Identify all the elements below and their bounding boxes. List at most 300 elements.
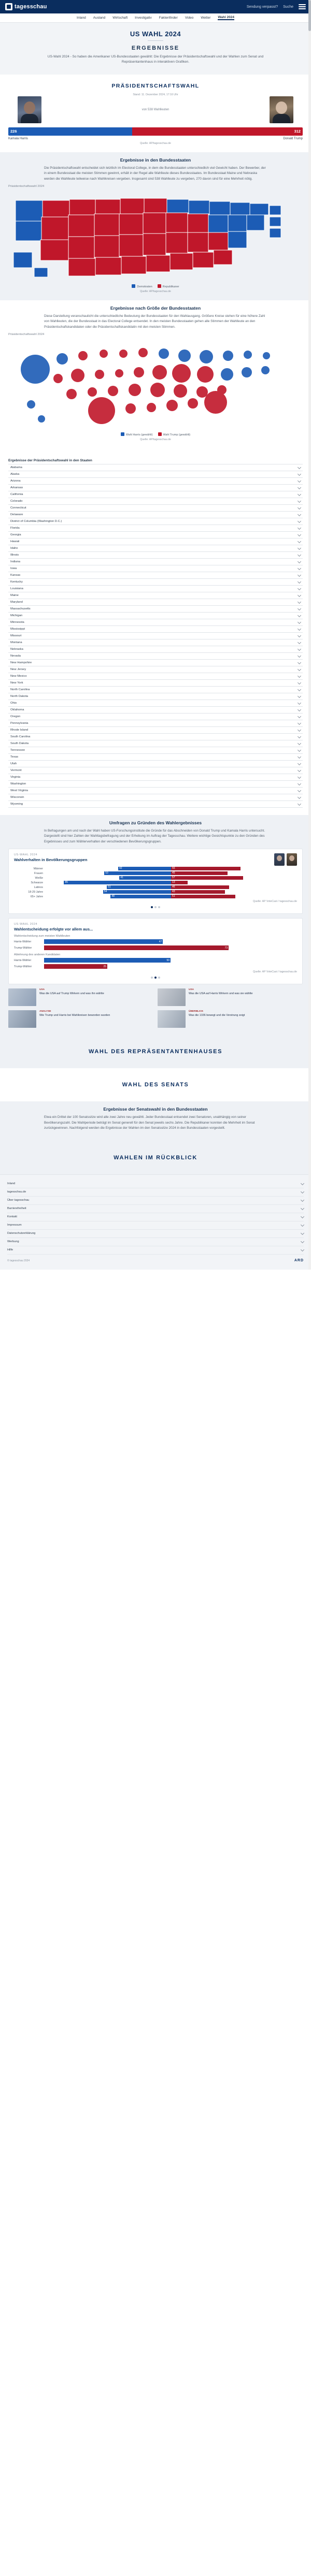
state-name: Alaska bbox=[10, 473, 20, 476]
poll-row: Männer 42 55 bbox=[14, 867, 297, 870]
state-accordion-item[interactable] bbox=[8, 532, 303, 539]
nav-item-investigativ[interactable]: Investigativ bbox=[135, 16, 152, 20]
state-accordion-item[interactable] bbox=[8, 660, 303, 666]
polls-section bbox=[0, 815, 311, 1035]
state-accordion-item[interactable] bbox=[8, 720, 303, 727]
hero-section bbox=[0, 23, 311, 75]
chevron-down-icon bbox=[301, 1240, 304, 1243]
legend-trump: Wahl Trump (gewählt) bbox=[158, 432, 191, 436]
poll-row: Frauen 53 45 bbox=[14, 871, 297, 875]
state-name: Illinois bbox=[10, 554, 19, 557]
state-accordion-item[interactable] bbox=[8, 518, 303, 525]
electoral-map-choropleth[interactable] bbox=[8, 190, 303, 283]
tagesschau-logo[interactable] bbox=[5, 3, 47, 10]
trump-name: Donald Trump bbox=[283, 137, 303, 140]
chevron-down-icon[interactable] bbox=[298, 485, 301, 489]
states-results-title: Ergebnisse in den Bundesstaaten bbox=[120, 157, 191, 163]
poll-card1-eyebrow: US-WAHL 2024 bbox=[14, 853, 38, 857]
footer-link[interactable] bbox=[7, 1197, 304, 1205]
nav-item-inland[interactable]: Inland bbox=[77, 16, 86, 20]
state-name: Oregon bbox=[10, 715, 21, 719]
teaser-headline: Was die USA auf Harris Wirkern und was sie wählte bbox=[189, 992, 253, 995]
teaser-text bbox=[39, 1010, 110, 1028]
state-name: Virginia bbox=[10, 776, 21, 779]
state-name: Nebraska bbox=[10, 648, 23, 651]
state-accordion-item[interactable] bbox=[8, 774, 303, 781]
poll-rows bbox=[14, 867, 297, 898]
chevron-down-icon[interactable] bbox=[298, 627, 301, 630]
teaser-headline: Was die 1336 bewegt und die Verstrung zeigt bbox=[189, 1013, 245, 1017]
state-accordion-item[interactable] bbox=[8, 626, 303, 633]
chevron-down-icon[interactable] bbox=[298, 512, 301, 516]
chevron-down-icon[interactable] bbox=[298, 748, 301, 751]
motivation-row-label: Trump-Wähler bbox=[14, 965, 32, 968]
footer-link-label: Kontakt bbox=[7, 1215, 17, 1219]
size-results-title: Ergebnisse nach Größe der Bundesstaaten bbox=[110, 305, 201, 311]
state-name: Arkansas bbox=[10, 486, 23, 490]
poll-card1-title: Wahlverhalten in Bevölkerungsgruppen bbox=[14, 857, 88, 863]
candidate-photos bbox=[8, 96, 303, 123]
teaser-card[interactable] bbox=[8, 988, 153, 1006]
state-name: Vermont bbox=[10, 769, 22, 773]
chevron-down-icon[interactable] bbox=[298, 640, 301, 644]
poll-card-demographics bbox=[8, 849, 303, 914]
electoral-map-bubbles[interactable] bbox=[8, 338, 303, 431]
nav-item-wetter[interactable]: Wetter bbox=[201, 16, 211, 20]
state-accordion-item[interactable] bbox=[8, 606, 303, 613]
chevron-down-icon[interactable] bbox=[298, 734, 301, 738]
state-name: Ohio bbox=[10, 702, 17, 705]
footer-link[interactable] bbox=[7, 1205, 304, 1213]
state-name: Texas bbox=[10, 755, 19, 759]
teaser-grid bbox=[8, 988, 303, 1028]
chevron-down-icon[interactable] bbox=[298, 559, 301, 563]
state-name: Washington bbox=[10, 782, 26, 786]
motivation-row: Harris-Wähler 50 bbox=[14, 958, 169, 962]
state-accordion-item[interactable] bbox=[8, 781, 303, 788]
chevron-down-icon[interactable] bbox=[298, 573, 301, 576]
us-map-svg[interactable] bbox=[8, 190, 303, 283]
size-map-label: Präsidentschaftswahl 2024 bbox=[8, 333, 45, 337]
chevron-down-icon[interactable] bbox=[298, 721, 301, 724]
state-accordion-item[interactable] bbox=[8, 727, 303, 734]
retrospect-section[interactable] bbox=[0, 1141, 311, 1174]
harris-photo bbox=[18, 96, 41, 123]
senate-results-title: Ergebnisse der Senatswahl in den Bundesstaaten bbox=[103, 1107, 208, 1112]
chevron-down-icon[interactable] bbox=[298, 613, 301, 617]
state-name: North Carolina bbox=[10, 688, 30, 692]
state-accordion-item[interactable] bbox=[8, 512, 303, 518]
footer-link-label: Inland bbox=[7, 1182, 16, 1186]
state-accordion-item[interactable] bbox=[8, 633, 303, 639]
chevron-down-icon[interactable] bbox=[298, 795, 301, 798]
chevron-down-icon[interactable] bbox=[298, 519, 301, 522]
state-name: Pennsylvania bbox=[10, 722, 29, 725]
state-accordion-item[interactable] bbox=[8, 525, 303, 532]
states-results-section bbox=[0, 152, 311, 300]
presidential-title: PRÄSIDENTSCHAFTSWAHL bbox=[111, 82, 200, 89]
chevron-down-icon[interactable] bbox=[298, 660, 301, 664]
state-accordion-item[interactable] bbox=[8, 498, 303, 505]
harris-electoral-bar: 226 bbox=[8, 127, 132, 136]
state-name: Louisiana bbox=[10, 587, 23, 591]
chevron-down-icon bbox=[301, 1215, 304, 1218]
states-results-body: Die Präsidentschaftswahl entscheidet sich letztlich im Electoral College, in dem die Bundesstaaten unterschiedlich viel Gewicht haben. Der Bewerber, der in einem Bundesstaat die meisten Stimmen gewinnt, erhält in der Regel alle Wahlleute dieses Bundesstaates. Im Bundesstaat Maine und Nebraska werden die Wahlleute teilweise nach Wahlkreisen vergeben. Insgesamt sind 538 Wahlleute zu vergeben, 270 davon sind für eine Mehrheit nötig. bbox=[44, 166, 266, 181]
chevron-down-icon[interactable] bbox=[298, 647, 301, 650]
top-bar bbox=[0, 0, 311, 13]
chevron-down-icon[interactable] bbox=[298, 539, 301, 543]
state-accordion-item[interactable] bbox=[8, 639, 303, 646]
footer-links bbox=[7, 1180, 304, 1255]
footer-link[interactable] bbox=[7, 1213, 304, 1221]
state-accordion-item[interactable] bbox=[8, 565, 303, 572]
legend-harris: Wahl Harris (gewählt) bbox=[121, 432, 153, 436]
carousel-dot-1[interactable] bbox=[151, 906, 153, 908]
electoral-votes-label: von 538 Wahlleuten bbox=[142, 108, 169, 111]
motivation-row: Trump-Wähler 73 bbox=[14, 946, 228, 950]
state-accordion-item[interactable] bbox=[8, 740, 303, 747]
chevron-down-icon[interactable] bbox=[298, 566, 301, 570]
search-icon[interactable]: Suche bbox=[283, 5, 293, 9]
state-accordion-item[interactable] bbox=[8, 464, 303, 471]
poll-row-label: Weiße bbox=[35, 876, 43, 880]
senate-title: WAHL DES SENATS bbox=[122, 1082, 189, 1088]
state-name: Kentucky bbox=[10, 580, 23, 584]
trump-photo bbox=[270, 96, 293, 123]
chevron-down-icon[interactable] bbox=[298, 478, 301, 482]
state-accordion-item[interactable] bbox=[8, 586, 303, 592]
state-name: Maine bbox=[10, 594, 19, 598]
chevron-down-icon[interactable] bbox=[298, 768, 301, 772]
state-accordion-item[interactable] bbox=[8, 572, 303, 579]
state-accordion-item[interactable] bbox=[8, 693, 303, 700]
footer-link[interactable] bbox=[7, 1246, 304, 1255]
state-accordion-item[interactable] bbox=[8, 680, 303, 687]
poll-row: Latinos 51 46 bbox=[14, 885, 297, 889]
state-accordion-item[interactable] bbox=[8, 545, 303, 552]
state-accordion-item[interactable] bbox=[8, 579, 303, 586]
poll-row-label: 65+ Jahre bbox=[30, 895, 43, 898]
chevron-down-icon[interactable] bbox=[298, 606, 301, 610]
scrollbar-thumb[interactable] bbox=[308, 0, 311, 31]
footer-link[interactable] bbox=[7, 1188, 304, 1197]
chevron-down-icon[interactable] bbox=[298, 727, 301, 731]
chevron-down-icon[interactable] bbox=[298, 593, 301, 596]
state-name: Colorado bbox=[10, 500, 23, 503]
state-name: Arizona bbox=[10, 479, 21, 483]
chevron-down-icon bbox=[301, 1198, 304, 1202]
carousel2-dot-1[interactable] bbox=[151, 977, 153, 979]
state-name: Michigan bbox=[10, 614, 23, 618]
retrospect-title: WAHLEN IM RÜCKBLICK bbox=[114, 1155, 197, 1161]
bubble-map-legend bbox=[8, 432, 303, 436]
chevron-down-icon[interactable] bbox=[298, 714, 301, 718]
harris-name: Kamala Harris bbox=[8, 137, 29, 140]
senate-results-body: Etwa ein Drittel der 100 Senatssitze wird alle zwei Jahre neu gewählt. Jeder Bundesstaat entsendet zwei Senatoren, unabhängig von seiner Bevölkerungszahl. Die Wahlperiode beträgt im Senat generell für den Senat jeweils sechs Jahre. Die Republikaner konnten die Mehrheit im Senat zurückgewinnen. Nachfolgend werden die Ergebnisse der Wahlen im den Senatssitze 2024 in den Bundesstaaten vorgestellt. bbox=[44, 1115, 255, 1130]
state-results-list-section bbox=[0, 448, 311, 815]
bubble-map-source: Quelle: AP/tagesschau.de bbox=[140, 438, 171, 442]
motivation-row-label: Harris-Wähler bbox=[14, 940, 32, 943]
chevron-down-icon bbox=[301, 1248, 304, 1251]
state-accordion-item[interactable] bbox=[8, 619, 303, 626]
nav-item-faktenfinder[interactable]: Faktenfinder bbox=[159, 16, 178, 20]
poll-row: 65+ Jahre 48 51 bbox=[14, 895, 297, 898]
chevron-down-icon[interactable] bbox=[298, 552, 301, 556]
chevron-down-icon[interactable] bbox=[298, 701, 301, 704]
footer-link-label: Barrierefreiheit bbox=[7, 1207, 26, 1211]
footer-link[interactable] bbox=[7, 1221, 304, 1230]
state-accordion-item[interactable] bbox=[8, 754, 303, 761]
state-name: Maryland bbox=[10, 601, 23, 604]
state-accordion-item[interactable] bbox=[8, 707, 303, 714]
state-name: Connecticut bbox=[10, 506, 26, 510]
presidential-subtitle: Stand: 11. Dezember 2024, 17:16 Uhr bbox=[133, 93, 178, 96]
house-title: WAHL DES REPRÄSENTANTENHAUSES bbox=[88, 1049, 223, 1055]
state-name: New Mexico bbox=[10, 675, 27, 678]
legend-democrats: Demokraten bbox=[132, 284, 152, 288]
teaser-text bbox=[39, 988, 104, 1006]
chevron-down-icon[interactable] bbox=[298, 667, 301, 671]
results-heading: ERGEBNISSE bbox=[131, 45, 180, 51]
footer-link-label: tagesschau.de bbox=[7, 1190, 26, 1194]
footer-link[interactable] bbox=[7, 1180, 304, 1188]
state-name: Montana bbox=[10, 641, 22, 645]
state-name: Massachusetts bbox=[10, 607, 31, 611]
state-accordion-item[interactable] bbox=[8, 747, 303, 754]
page-title: US WAHL 2024 bbox=[130, 30, 181, 38]
presidential-source: Quelle: AP/tagesschau.de bbox=[140, 141, 171, 145]
states-map-source: Quelle: AP/tagesschau.de bbox=[140, 289, 171, 293]
state-accordion-item[interactable] bbox=[8, 613, 303, 619]
state-accordion-item[interactable] bbox=[8, 794, 303, 801]
chevron-down-icon[interactable] bbox=[298, 600, 301, 603]
chevron-down-icon[interactable] bbox=[298, 761, 301, 765]
footer-link-label: Hilfe bbox=[7, 1248, 13, 1252]
carousel-dots-2[interactable] bbox=[14, 977, 297, 979]
poll-card2-group1-label: Wahlentscheidung zum meisten Wahlleuten bbox=[14, 935, 70, 938]
state-name: Delaware bbox=[10, 513, 23, 517]
teaser-tag: USA bbox=[189, 988, 194, 992]
chevron-down-icon[interactable] bbox=[298, 465, 301, 469]
teaser-card[interactable] bbox=[8, 1010, 153, 1028]
poll-row-label: Latinos bbox=[34, 885, 43, 889]
state-name: Alabama bbox=[10, 466, 22, 470]
state-accordion-item[interactable] bbox=[8, 801, 303, 808]
state-accordion-item[interactable] bbox=[8, 471, 303, 478]
state-name: North Dakota bbox=[10, 695, 29, 698]
chevron-down-icon[interactable] bbox=[298, 620, 301, 623]
state-name: South Carolina bbox=[10, 735, 31, 739]
state-accordion-item[interactable] bbox=[8, 478, 303, 485]
state-name: District of Columbia (Washington D.C.) bbox=[10, 520, 62, 523]
legend-republicans: Republikaner bbox=[158, 284, 179, 288]
poll-row-label: Männer bbox=[33, 867, 43, 870]
state-name: Minnesota bbox=[10, 621, 24, 624]
state-accordion-item[interactable] bbox=[8, 734, 303, 740]
state-name: Rhode Island bbox=[10, 729, 29, 732]
state-name: New Jersey bbox=[10, 668, 26, 672]
state-name: Hawaii bbox=[10, 540, 20, 544]
state-name: Kansas bbox=[10, 574, 21, 577]
electoral-bar bbox=[8, 127, 303, 136]
state-accordion-item[interactable] bbox=[8, 761, 303, 767]
main-nav bbox=[0, 13, 311, 23]
state-name: New York bbox=[10, 681, 23, 685]
size-results-body: Diese Darstellung veranschaulicht die unterschiedliche Bedeutung der Bundesstaaten für den Wahlausgang. Größere Kreise stehen für eine höhere Zahl von Wahlleuten, die der Bundesstaat in das Electoral College entsendet. In den meisten Bundesstaaten gehen alle Stimmen der Wahlleute an den Präsidentschaftskandidaten oder die Präsidentschaftskandidatin mit den meisten Stimmen. bbox=[44, 314, 265, 329]
state-name: Tennessee bbox=[10, 749, 25, 752]
motivation-row-label: Harris-Wähler bbox=[14, 958, 32, 962]
state-accordion-item[interactable] bbox=[8, 559, 303, 565]
teaser-card[interactable] bbox=[158, 988, 303, 1006]
teaser-text bbox=[189, 1010, 245, 1028]
state-accordion-item[interactable] bbox=[8, 491, 303, 498]
chevron-down-icon bbox=[301, 1231, 304, 1235]
carousel-dot-2[interactable] bbox=[154, 906, 157, 908]
teaser-thumbnail bbox=[8, 988, 36, 1006]
chevron-down-icon[interactable] bbox=[298, 505, 301, 509]
footer-link[interactable] bbox=[7, 1238, 304, 1246]
house-section[interactable] bbox=[0, 1035, 311, 1068]
footer-link[interactable] bbox=[7, 1230, 304, 1238]
scrollbar-track[interactable] bbox=[308, 0, 311, 1270]
presidential-section bbox=[0, 75, 311, 152]
state-accordion-item[interactable] bbox=[8, 767, 303, 774]
carousel2-dot-3[interactable] bbox=[158, 977, 160, 979]
nav-item-ausland[interactable]: Ausland bbox=[93, 16, 106, 20]
chevron-down-icon[interactable] bbox=[298, 674, 301, 677]
chevron-down-icon[interactable] bbox=[298, 694, 301, 697]
chevron-down-icon[interactable] bbox=[298, 546, 301, 549]
state-accordion-item[interactable] bbox=[8, 700, 303, 707]
poll-row-label: Frauen bbox=[34, 871, 43, 875]
state-accordion-item[interactable] bbox=[8, 666, 303, 673]
poll-card2-eyebrow: US-WAHL 2024 bbox=[14, 923, 38, 926]
brand-name: tagesschau bbox=[15, 4, 47, 10]
chevron-down-icon[interactable] bbox=[298, 741, 301, 745]
chevron-down-icon[interactable] bbox=[298, 788, 301, 792]
teaser-text bbox=[189, 988, 253, 1006]
footer-link-label: Über tagesschau bbox=[7, 1199, 30, 1202]
state-name: Nevada bbox=[10, 654, 21, 658]
chevron-down-icon[interactable] bbox=[298, 492, 301, 496]
chevron-down-icon[interactable] bbox=[298, 586, 301, 590]
state-name: Indiana bbox=[10, 560, 21, 564]
poll-row: Schwarze 85 13 bbox=[14, 881, 297, 884]
teaser-headline: Was die USA auf Trump Wirkern und was ihn wählte bbox=[39, 992, 104, 995]
state-accordion-item[interactable] bbox=[8, 599, 303, 606]
state-accordion-item[interactable] bbox=[8, 687, 303, 693]
us-bubble-map-svg[interactable] bbox=[8, 338, 303, 431]
state-name: Utah bbox=[10, 762, 17, 766]
polls-title: Umfragen zu Gründen des Wahlergebnisses bbox=[109, 820, 202, 826]
footer-link-label: Datenschutzerklärung bbox=[7, 1232, 36, 1235]
footer-link-label: Impressum bbox=[7, 1224, 22, 1227]
motivation-rows-group1 bbox=[14, 939, 297, 950]
senate-banner-section[interactable] bbox=[0, 1068, 311, 1101]
chevron-down-icon bbox=[301, 1206, 304, 1210]
trump-electoral-bar: 312 bbox=[132, 127, 303, 136]
state-accordion-item[interactable] bbox=[8, 788, 303, 794]
poll-row: Weiße 41 57 bbox=[14, 876, 297, 880]
teaser-tag: USA bbox=[39, 988, 45, 992]
footer bbox=[0, 1174, 311, 1270]
logo-mark-icon bbox=[5, 3, 12, 10]
chevron-down-icon[interactable] bbox=[298, 472, 301, 475]
nav-item-wahl-2024[interactable]: Wahl 2024 bbox=[218, 16, 234, 19]
copyright: © tagesschau 2024 bbox=[7, 1259, 30, 1262]
state-name: West Virginia bbox=[10, 789, 28, 793]
state-accordion-item[interactable] bbox=[8, 646, 303, 653]
state-accordion-item[interactable] bbox=[8, 552, 303, 559]
chevron-down-icon[interactable] bbox=[298, 754, 301, 758]
map-legend bbox=[8, 284, 303, 288]
chevron-down-icon[interactable] bbox=[298, 532, 301, 536]
chevron-down-icon[interactable] bbox=[298, 579, 301, 583]
chevron-down-icon[interactable] bbox=[298, 775, 301, 778]
teaser-tag: ANALYSE bbox=[39, 1010, 51, 1013]
state-name: Iowa bbox=[10, 567, 17, 571]
state-accordion bbox=[8, 464, 303, 808]
state-name: Idaho bbox=[10, 547, 18, 550]
trump-mini-photo bbox=[287, 853, 297, 866]
carousel-dot-3[interactable] bbox=[158, 906, 160, 908]
state-accordion-item[interactable] bbox=[8, 505, 303, 512]
state-accordion-item[interactable] bbox=[8, 539, 303, 545]
divider bbox=[148, 40, 163, 41]
chevron-down-icon[interactable] bbox=[298, 653, 301, 657]
motivation-rows-group2 bbox=[14, 958, 297, 969]
state-name: Wisconsin bbox=[10, 796, 24, 799]
state-accordion-item[interactable] bbox=[8, 653, 303, 660]
state-accordion-item[interactable] bbox=[8, 592, 303, 599]
poll-card2-group2-label: Ablehnung des anderen Kandidaten bbox=[14, 953, 61, 957]
missed-broadcast-link[interactable]: Sendung verpasst? bbox=[246, 5, 278, 9]
chevron-down-icon[interactable] bbox=[298, 499, 301, 502]
teaser-thumbnail bbox=[8, 1010, 36, 1028]
states-map-label: Präsidentschaftswahl 2024 bbox=[8, 184, 45, 188]
chevron-down-icon[interactable] bbox=[298, 707, 301, 711]
teaser-thumbnail bbox=[158, 988, 186, 1006]
nav-item-wirtschaft[interactable]: Wirtschaft bbox=[112, 16, 128, 20]
nav-item-video[interactable]: Video bbox=[185, 16, 194, 20]
carousel-dots[interactable] bbox=[14, 906, 297, 908]
hamburger-menu-icon[interactable] bbox=[299, 4, 306, 9]
poll-row: 18-29 Jahre 54 43 bbox=[14, 890, 297, 894]
chevron-down-icon[interactable] bbox=[298, 633, 301, 637]
state-name: Oklahoma bbox=[10, 708, 24, 712]
teaser-card[interactable] bbox=[158, 1010, 303, 1028]
carousel2-dot-2[interactable] bbox=[154, 977, 157, 979]
state-name: South Dakota bbox=[10, 742, 29, 746]
state-accordion-item[interactable] bbox=[8, 714, 303, 720]
chevron-down-icon[interactable] bbox=[298, 526, 301, 529]
poll-card1-source: Quelle: AP VoteCast / tagesschau.de bbox=[253, 900, 297, 904]
senate-results-section bbox=[0, 1101, 311, 1141]
footer-link-label: Werbung bbox=[7, 1240, 19, 1244]
poll-card2-title: Wahlentscheidung erfolgte vor allem aus... bbox=[14, 927, 93, 932]
ard-logo: ARD bbox=[294, 1259, 304, 1263]
poll-card-motivation bbox=[8, 918, 303, 984]
motivation-row-label: Trump-Wähler bbox=[14, 946, 32, 950]
chevron-down-icon[interactable] bbox=[298, 802, 301, 805]
chevron-down-icon[interactable] bbox=[298, 687, 301, 691]
state-accordion-item[interactable] bbox=[8, 673, 303, 680]
polls-body: In Befragungen am und nach der Wahl haben US-Forschungsinstitute die Gründe für das Abschneiden von Donald Trump und Kamala Harris untersucht. Dargestellt sind hier Zahlen der Wahltagsbefragung und der Erhebung im Auftrag der Tagesschau. Weitere wichtige Gesichtspunkte zu den Gründen des Ergebnisses und zum Wählerverhalten der verschiedenen Bevölkerungsgruppen. bbox=[44, 829, 265, 843]
state-accordion-item[interactable] bbox=[8, 485, 303, 491]
motivation-row: Harris-Wähler 47 bbox=[14, 940, 162, 943]
chevron-down-icon[interactable] bbox=[298, 680, 301, 684]
chevron-down-icon[interactable] bbox=[298, 781, 301, 785]
